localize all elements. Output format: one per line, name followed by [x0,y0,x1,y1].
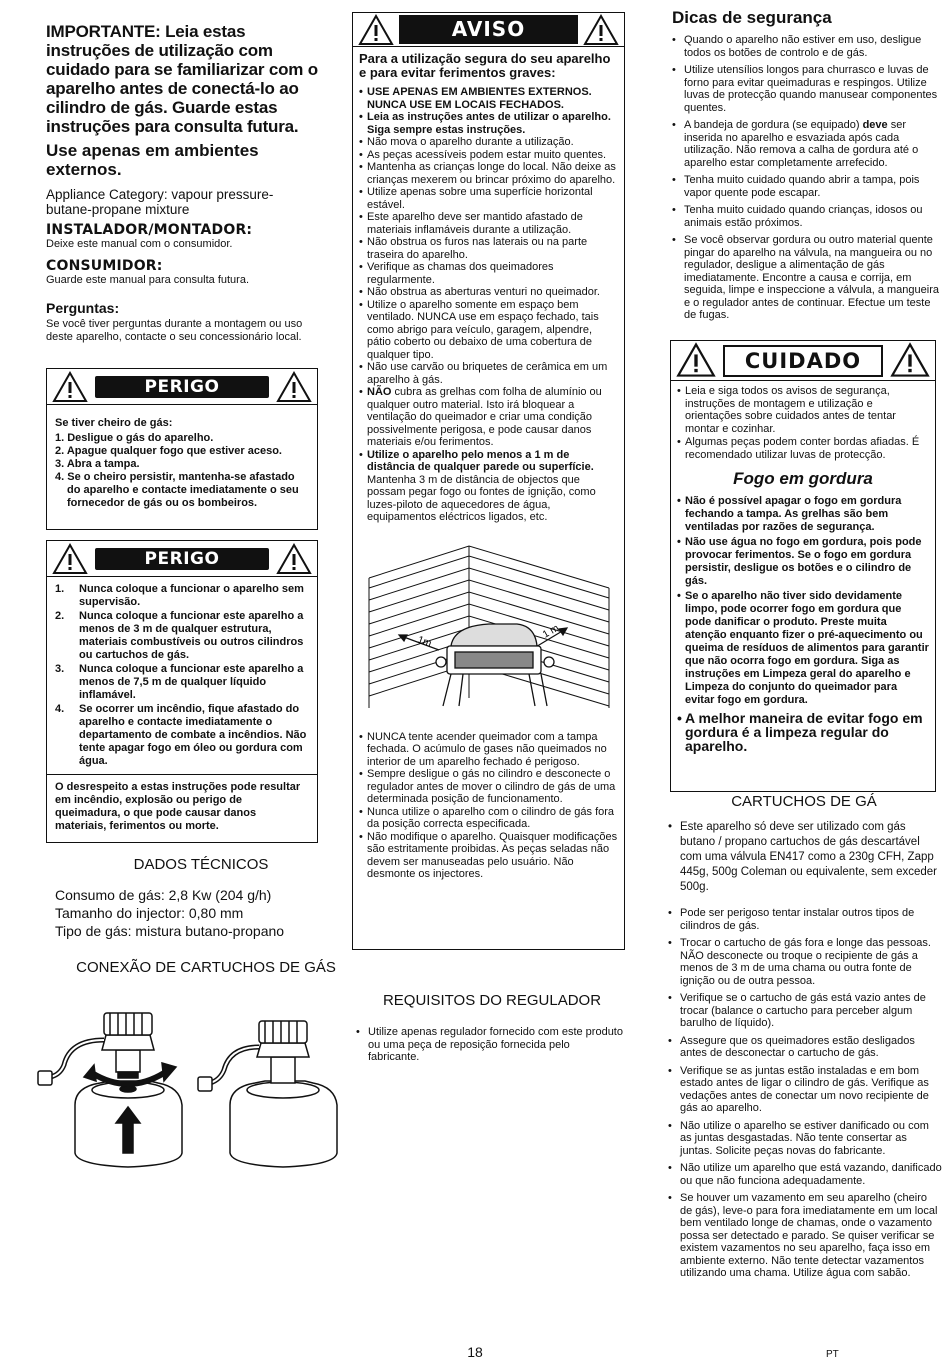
consumidor-text: Guarde este manual para consulta futura. [46,274,250,286]
aviso-item-utilize: • Utilize o aparelho pelo menos a 1 m de distância de qualquer parede ou superfície. Mantenha 3 m de distância de objectos que possam pegar fogo ou fontes de ignição, como luzes-piloto de aquecedores de água, equipamentos eléctricos ligados, etc. [359,449,618,524]
perigo1-item: 1. Desligue o gás do aparelho. [55,432,214,444]
left-column [46,0,318,344]
cartucho-item: • Pode ser perigoso tentar instalar outros tipos de cilindros de gás. [668,907,942,932]
perigo2-item: 4. Se ocorrer um incêndio, fique afastado do aparelho e contacte imediatamente o departamento de combate a incêndios. Não tente apagar fogo em óleo ou gordura com água. [55,703,307,767]
cartucho-item: • Este aparelho só deve ser utilizado com gás butano / propano cartuchos de gás descartável com uma válvula EN417 como a 230g CFH, Zapp 445g, 500g Coleman ou equivalente, sem exceder 500g. [668,820,942,895]
language-code: PT [826,1349,839,1360]
aviso-item: • Sempre desligue o gás no cilindro e desconecte o regulador antes de mover o cilindro de gás de uma determinada posição de funcionamento. [359,768,618,806]
fogo-heading: Fogo em gordura [733,469,873,488]
appliance-category: Appliance Category: vapour pressure-butane-propane mixture [46,187,274,217]
aviso-body [353,47,624,881]
cartucho-item: • Verifique se as juntas estão instaladas e em bom estado antes de ligar o cilindro de gás. Verifique as vedações antes de conectar um novo recipiente de gás ao aparelho. [668,1065,942,1115]
perigo-header-2 [47,541,317,577]
perigo-header-1 [47,369,317,405]
aviso-item: • Verifique as chamas dos queimadores regularmente. [359,261,618,286]
aviso-item-nao-cubra: • NÃO cubra as grelhas com folha de alumínio ou qualquer outro material. Isto irá bloquear a ventilação do queimador e criar uma condição possivelmente perigosa, e pode causar danos materiais e/ou ferimentos. [359,386,618,449]
perigo-box-1 [46,368,318,530]
dados-item: Consumo de gás: 2,8 Kw (204 g/h) [55,887,272,903]
dicas-item: • Quando o aparelho não estiver em uso, desligue todos os botões de controlo e de gás. [672,34,940,59]
cuidado-list [677,385,929,461]
cartucho-item: • Se houver um vazamento em seu aparelho (cheiro de gás), leve-o para fora imediatamente em um local bem ventilado longe de chamas, onde o vazamento possa ser detectado e parado. Se quiser verificar se existem vazamentos no seu aparelho, faça isso em ambiente externo. Não tente detectar vazamentos utilizando uma chama. Utilize água com sabão. [668,1192,942,1280]
aviso-item: • Não mova o aparelho durante a utilização. [359,136,618,149]
dicas-item: • Se você observar gordura ou outro material quente pingar do aparelho na válvula, na mangueira ou no regulador, desligue a alimentação de gás imediatamente. Encontre a causa e corrija, em seguida, limpe e inspeccione a válvula, a mangueira e o regulador antes de continuar. Efectue um teste de fugas. [672,234,940,322]
aviso-box [352,12,625,950]
cuidado-title: CUIDADO [723,345,883,377]
perguntas-heading: Perguntas: [46,300,120,316]
aviso-item: • Não modifique o aparelho. Quaisquer modificações são estritamente proibidas. As peças seladas não devem ser manuseadas pelo usuário. Não desmonte os injectores. [359,831,618,881]
cartucho-item: • Trocar o cartucho de gás fora e longe das pessoas. NÃO desconecte ou troque o recipiente de gás a menos de 3 m de uma chama ou outra fonte de ignição ou de outra pessoa. [668,937,942,987]
warning-triangle-icon [676,342,716,378]
dicas-heading: Dicas de segurança [672,8,832,27]
cartuchos-list [668,820,942,1285]
warning-triangle-icon [276,543,312,575]
cuidado-body [671,381,935,753]
perguntas-text: Se você tiver perguntas durante a montagem ou uso deste aparelho, contacte o seu concessionário local. [46,318,303,343]
dicas-item-bandeja: • A bandeja de gordura (se equipado) deve ser inserida no aparelho e esvaziada após cada utilização. Não remova a calha de gordura até o aparelho estar completamente arrefecido. [672,119,940,169]
cartridge-connection-illustration [30,995,350,1175]
fogo-item: • Se o aparelho não tiver sido devidamente limpo, pode ocorrer fogo em gordura que pode danificar o produto. Preste muita atenção enquanto fizer o pré-aquecimento ou queima de resíduos de alimentos para garantir que não ocorra fogo em gordura. Siga as instruções em Limpeza geral do aparelho e Limpeza do conjunto do queimador para evitar fogo em gordura. [677,590,929,707]
distance-label-1: 1m [415,633,433,650]
perigo-box-2 [46,540,318,843]
cartuchos-heading: CARTUCHOS DE GÁ [731,793,877,810]
perigo1-intro: Se tiver cheiro de gás: [55,417,173,429]
conexao-heading: CONEXÃO DE CARTUCHOS DE GÁS [76,959,336,976]
melhor-list [677,711,929,753]
regulador-heading: REQUISITOS DO REGULADOR [382,992,602,1009]
cuidado-header [671,341,935,381]
aviso-item: • NUNCA tente acender queimador com a tampa fechada. O acúmulo de gases não queimados no interior de um aparelho fechado é perigoso. [359,731,618,769]
page-number: 18 [467,1344,483,1360]
dados-item: Tipo de gás: mistura butano-propano [55,923,285,939]
aviso-item: • USE APENAS EM AMBIENTES EXTERNOS. NUNCA USE EM LOCAIS FECHADOS. [359,86,618,111]
dicas-section [672,8,940,327]
melhor-item: • A melhor maneira de evitar fogo em gordura é a limpeza regular do aparelho. [677,711,929,753]
dados-heading: DADOS TÉCNICOS [133,856,269,873]
aviso-list-1 [359,86,618,524]
regulador-item: • Utilize apenas regulador fornecido com este produto ou uma peça de reposição fornecida pelo fabricante. [356,1026,624,1064]
aviso-item: • Mantenha as crianças longe do local. Não deixe as crianças mexerem ou brincar próximo do aparelho. [359,161,618,186]
perigo1-item: 3. Abra a tampa. [55,458,140,470]
instalador-heading: INSTALADOR/MONTADOR: [46,222,253,238]
fogo-item: • Não é possível apagar o fogo em gordura fechando a tampa. As grelhas são bem ventiladas por razões de segurança. [677,495,929,534]
fogo-list [677,495,929,707]
importante-heading: IMPORTANTE: Leia estas instruções de utilização com cuidado para se familiarizar com o aparelho antes de conectá-lo ao cilindro de gás. Guarde estas instruções para consulta futura. [46,22,318,136]
regulador-list [356,1026,624,1069]
aviso-item: • As peças acessíveis podem estar muito quentes. [359,149,618,162]
warning-triangle-icon [358,14,394,46]
perigo-body-1 [47,405,317,510]
use-apenas-heading: Use apenas em ambientes externos. [46,141,259,179]
dicas-item: • Tenha muito cuidado quando crianças, idosos ou animais estão próximos. [672,204,940,229]
perigo-title-1: PERIGO [95,376,269,398]
cartucho-item: • Não utilize um aparelho que está vazando, danificado ou que não funciona adequadamente. [668,1162,942,1187]
perigo1-item: 4. Se o cheiro persistir, mantenha-se afastado do aparelho e contacte imediatamente o seu fornecedor de gás ou os bombeiros. [55,471,299,509]
cuidado-item: • Leia e siga todos os avisos de segurança, instruções de montagem e utilização e orientações sobre cuidados antes de tentar montar e cozinhar. [677,385,929,435]
perigo2-item: 1. Nunca coloque a funcionar o aparelho sem supervisão. [55,583,304,608]
aviso-item: • Não obstrua as aberturas venturi no queimador. [359,286,618,299]
aviso-title: AVISO [399,15,578,44]
dicas-item: • Utilize utensílios longos para churrasco e luvas de forno para evitar queimaduras e respingos. Utilize luvas de protecção quando manusear componentes quentes. [672,64,940,114]
dicas-list [672,34,940,322]
aviso-header [353,13,624,47]
aviso-item: • Utilize o aparelho somente em espaço bem ventilado. NUNCA use em espaço fechado, tais como abrigo para veículo, garagem, alpendre, pátio coberto ou debaixo de uma cobertura de qualquer tipo. [359,299,618,362]
dados-item: Tamanho do injector: 0,80 mm [55,905,244,921]
cartucho-item: • Não utilize o aparelho se estiver danificado ou com as juntas desgastadas. Não tente consertar as juntas. Solicite peças novas do fabricante. [668,1120,942,1158]
cuidado-box [670,340,936,792]
perigo2-item: 2. Nunca coloque a funcionar este aparelho a menos de 3 m de qualquer estrutura, materiais combustíveis ou outros cilindros ou cartuchos de gás. [55,610,304,661]
warning-triangle-icon [890,342,930,378]
aviso-item: • Utilize apenas sobre uma superfície horizontal estável. [359,186,618,211]
perigo-title-2: PERIGO [95,548,269,570]
consumidor-heading: CONSUMIDOR: [46,258,163,274]
warning-triangle-icon [52,371,88,403]
aviso-item: • Este aparelho deve ser mantido afastado de materiais inflamáveis durante a utilização. [359,211,618,236]
perigo-body-2 [47,577,317,775]
perigo2-footer: O desrespeito a estas instruções pode resultar em incêndio, explosão ou perigo de queimadura, o que pode causar danos materiais, ferimentos ou morte. [55,781,301,832]
dados-list [55,886,335,940]
warning-triangle-icon [52,543,88,575]
warning-triangle-icon [276,371,312,403]
cartucho-item: • Assegure que os queimadores estão desligados antes de desconectar o cartucho de gás. [668,1035,942,1060]
aviso-item: • Nunca utilize o aparelho com o cilindro de gás fora da posição correcta especificada. [359,806,618,831]
aviso-list-2 [359,731,618,881]
perigo1-item: 2. Apague qualquer fogo que estiver aceso. [55,445,282,457]
aviso-item: • Leia as instruções antes de utilizar o aparelho. Siga sempre estas instruções. [359,111,618,136]
distance-label-2: 1 m [541,622,561,641]
aviso-item: • Não use carvão ou briquetes de cerâmica em um aparelho à gás. [359,361,618,386]
fogo-item: • Não use água no fogo em gordura, pois pode provocar ferimentos. Se o fogo em gordura persistir, desligue os botões e o cilindro de gás. [677,536,929,588]
instalador-text: Deixe este manual com o consumidor. [46,238,233,250]
cartucho-item: • Verifique se o cartucho de gás está vazio antes de trocar (balance o cartucho para perceber algum barulho de líquido). [668,992,942,1030]
grill-distance-illustration [359,538,617,723]
aviso-heading: Para a utilização segura do seu aparelho e para evitar ferimentos graves: [359,51,611,80]
perigo2-item: 3. Nunca coloque a funcionar este aparelho a menos de 7,5 m de qualquer líquido inflamável. [55,663,304,701]
warning-triangle-icon [583,14,619,46]
cuidado-item: • Algumas peças podem conter bordas afiadas. É recomendado utilizar luvas de protecção. [677,436,929,461]
aviso-item: • Não obstrua os furos nas laterais ou na parte traseira do aparelho. [359,236,618,261]
dicas-item: • Tenha muito cuidado quando abrir a tampa, pois vapor quente pode escapar. [672,174,940,199]
